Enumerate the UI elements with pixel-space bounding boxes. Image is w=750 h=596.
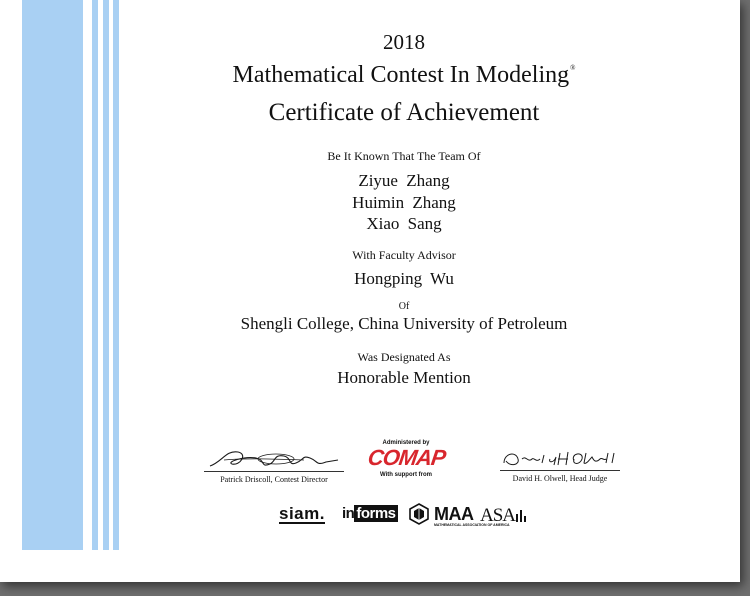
decorative-stripe-3 <box>113 0 119 550</box>
comap-block <box>366 440 447 478</box>
informs-logo <box>342 505 398 522</box>
asa-text: ASA <box>480 505 516 526</box>
director-signature-icon <box>204 446 344 470</box>
advisor-name: Hongping Wu <box>354 269 454 288</box>
judge-signature-icon <box>498 447 622 469</box>
judge-caption: David H. Olwell, Head Judge <box>512 474 608 483</box>
maa-text: MAA <box>434 504 474 524</box>
maa-subtext: MATHEMATICAL ASSOCIATION OF AMERICA <box>434 523 510 527</box>
decorative-stripe-1 <box>92 0 98 550</box>
director-caption: Patrick Driscoll, Contest Director <box>220 475 328 484</box>
team-member: Huimin Zhang <box>352 192 456 212</box>
decorative-stripe-2 <box>103 0 109 550</box>
certificate-year: 2018 <box>383 30 425 54</box>
sponsor-logos <box>276 502 536 528</box>
director-signature-block <box>200 446 348 484</box>
asa-logo <box>480 505 527 527</box>
siam-logo: siam. <box>279 504 325 523</box>
contest-name-text: Mathematical Contest In Modeling <box>232 62 570 88</box>
team-members <box>120 170 688 235</box>
decorative-band-wide <box>22 0 83 550</box>
registered-mark: ® <box>570 64 576 72</box>
support-from-label: With support from <box>380 472 432 478</box>
designated-label: Was Designated As <box>357 350 451 364</box>
certificate-title: Certificate of Achievement <box>268 99 540 126</box>
contest-name <box>120 62 688 89</box>
comap-logo: COMAP <box>366 445 447 470</box>
maa-emblem-icon <box>408 502 430 526</box>
administered-by-label: Administered by <box>382 440 430 446</box>
informs-prefix: in <box>342 505 355 522</box>
team-member: Xiao Sang <box>366 214 442 233</box>
asa-bars-icon <box>515 505 527 523</box>
informs-block: forms <box>356 505 396 522</box>
judge-signature-block <box>496 447 624 483</box>
director-signature-line <box>204 471 344 472</box>
of-label: Of <box>398 301 410 312</box>
judge-signature-line <box>500 470 620 471</box>
team-intro: Be It Known That The Team Of <box>327 149 481 163</box>
institution-name: Shengli College, China University of Petroleum <box>240 314 568 333</box>
team-member: Ziyue Zhang <box>358 171 450 190</box>
advisor-label: With Faculty Advisor <box>352 248 456 262</box>
award-name: Honorable Mention <box>337 368 471 387</box>
